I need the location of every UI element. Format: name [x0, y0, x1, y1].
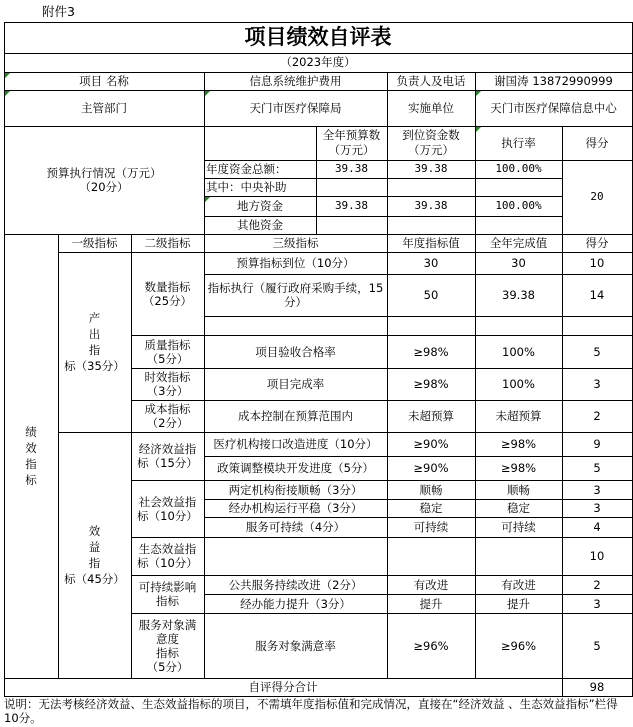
grid-line [204, 594, 633, 595]
grid-line [4, 72, 633, 73]
actual-value: 顺畅 [507, 482, 530, 497]
dept-value: 天门市医疗保障局 [249, 101, 342, 115]
footnote: 说明：无法考核经济效益、生态效益指标的项目，不需填年度指标值和完成情况，直接在“经济效益 、生态效益指标”栏得10分。 [4, 697, 618, 725]
grid-line [316, 126, 317, 235]
grid-line [204, 316, 633, 317]
project-name-value: 信息系统维护费用 [249, 74, 342, 88]
output-char: 指 [88, 343, 101, 357]
l3-label: 两定机构衔接顺畅（3分） [228, 482, 363, 497]
grid-line [4, 90, 633, 91]
grid-line [131, 335, 633, 336]
actual-value: 未超预算 [495, 409, 542, 423]
grid-line [562, 575, 633, 576]
grid-line [131, 575, 563, 576]
target-value: 50 [423, 288, 439, 302]
header-actual: 全年完成值 [489, 236, 548, 250]
grid-line [475, 72, 476, 127]
row-score: 5 [593, 461, 601, 475]
benefit-char: 益 [88, 540, 101, 554]
grid-line [204, 274, 633, 275]
row-score: 5 [593, 638, 601, 653]
grid-line [58, 252, 633, 253]
budget-row-annual: 39.38 [334, 162, 369, 175]
col-arrived-funds: 到位资金数 （万元） [402, 128, 460, 157]
budget-row-annual: 39.38 [334, 199, 369, 212]
performance-indicators-label [4, 234, 58, 678]
unit-label: 实施单位 [408, 101, 454, 115]
row-score: 3 [593, 482, 601, 497]
header-score: 得分 [585, 236, 609, 250]
level2-satisfaction: 服务对象满 意度 指标 （5分） [138, 617, 197, 674]
actual-value: ≥98% [500, 461, 537, 475]
grid-line [131, 368, 633, 369]
l3-label: 政策调整模块开发进度（5分） [217, 461, 374, 475]
grid-line [204, 178, 563, 179]
grid-line [204, 216, 563, 217]
grid-line [131, 480, 633, 481]
level2-quantity: 数量指标 （25分） [142, 279, 193, 308]
contact-label: 负责人及电话 [396, 74, 466, 88]
l3-label: 项目验收合格率 [255, 344, 336, 359]
level2-timeliness: 时效指标 （3分） [144, 370, 191, 398]
actual-value: 100% [502, 377, 535, 391]
dept-label: 主管部门 [81, 101, 127, 115]
grid-line [131, 613, 633, 614]
grid-line [4, 126, 633, 127]
grid-line [204, 126, 205, 235]
benefit-char: 标（45分） [64, 572, 125, 586]
total-score: 98 [589, 680, 605, 694]
budget-row-label: 地方资金 [237, 199, 283, 213]
cell-marker [476, 127, 481, 132]
cell-marker [5, 73, 10, 78]
target-value: ≥98% [413, 377, 449, 391]
target-value: 可持续 [413, 520, 449, 534]
page-title: 项目绩效自评表 [244, 25, 392, 49]
level2-economic: 经济效益指 标（15分） [137, 442, 198, 470]
perf-char: 效 [25, 441, 37, 455]
target-value: 稳定 [419, 501, 443, 515]
grid-line [204, 160, 317, 161]
cell-marker [205, 91, 210, 96]
col-execution-rate: 执行率 [501, 136, 536, 150]
l3-label: 成本控制在预算范围内 [238, 409, 353, 423]
actual-value: 100% [502, 344, 535, 359]
budget-row-rate: 100.00% [495, 199, 542, 212]
cell-marker [5, 91, 10, 96]
target-value: 提升 [419, 596, 443, 611]
grid-line [562, 126, 563, 235]
grid-line [4, 234, 633, 235]
l3-label: 服务对象满意率 [255, 638, 336, 653]
target-value: ≥96% [413, 638, 449, 653]
budget-row-label: 年度资金总额： [206, 162, 287, 176]
actual-value: 稳定 [507, 501, 530, 515]
level2-quality: 质量指标 （5分） [144, 337, 191, 366]
target-value: 顺畅 [419, 482, 443, 497]
row-score: 3 [593, 596, 601, 611]
l3-label: 医疗机构接口改造进度（10分） [213, 437, 378, 451]
target-value: 有改进 [413, 577, 449, 592]
header-target: 年度指标值 [402, 236, 460, 250]
grid-line [58, 234, 59, 679]
level2-social: 社会效益指 标（10分） [137, 494, 198, 523]
row-score: 14 [589, 288, 605, 302]
budget-row-label: 其中：中央补助 [206, 180, 287, 194]
actual-value: 30 [511, 256, 526, 270]
grid-line [387, 72, 388, 127]
row-score: 2 [593, 577, 601, 592]
grid-line [4, 678, 633, 679]
l3-label: 项目完成率 [266, 377, 325, 391]
row-score: 3 [593, 377, 601, 391]
grid-line [58, 432, 633, 433]
budget-row-arrived: 39.38 [414, 199, 448, 212]
actual-value: ≥98% [500, 437, 537, 451]
budget-row-rate: 100.00% [495, 162, 542, 175]
actual-value: 有改进 [501, 577, 536, 592]
grid-line [387, 126, 388, 235]
l3-label: 指标执行（履行政府采购手续，15分） [207, 281, 384, 309]
grid-line [4, 696, 633, 697]
grid-line [131, 537, 633, 538]
year-label: （2023年度） [280, 55, 356, 69]
l3-label: 经办机构运行平稳（3分） [228, 501, 363, 515]
budget-section-label: 预算执行情况（万元） （20分） [46, 166, 162, 194]
header-level1: 一级指标 [71, 236, 118, 250]
output-indicator-label [58, 252, 131, 432]
level2-cost: 成本指标 （2分） [144, 402, 191, 430]
l3-label: 经办能力提升（3分） [240, 596, 351, 611]
level2-ecological: 生态效益指 标（10分） [137, 542, 198, 570]
perf-char: 标 [25, 473, 37, 487]
total-label: 自评得分合计 [248, 680, 318, 694]
output-char: 标（35分） [64, 359, 125, 373]
row-score: 10 [589, 256, 605, 270]
output-char: 产 [88, 311, 101, 325]
benefit-indicator-label [58, 432, 131, 678]
l3-label: 公共服务持续改进（2分） [228, 577, 363, 592]
grid-line [475, 126, 476, 235]
attachment-label: 附件3 [42, 4, 75, 19]
grid-line [204, 499, 633, 500]
actual-value: 提升 [507, 596, 530, 611]
budget-row-label: 其他资金 [237, 218, 283, 232]
row-score: 9 [593, 437, 601, 451]
benefit-char: 指 [88, 556, 101, 570]
grid-line [4, 22, 633, 23]
target-value: 30 [423, 256, 439, 270]
budget-row-arrived: 39.38 [414, 162, 448, 175]
unit-value: 天门市医疗保障信息中心 [490, 101, 617, 115]
level2-sustainable: 可持续影响 指标 [138, 580, 197, 608]
grid-line [562, 234, 563, 697]
row-score: 3 [593, 501, 601, 515]
cell-marker [205, 197, 210, 202]
grid-line [4, 53, 633, 54]
grid-line [204, 196, 563, 197]
grid-line [204, 72, 205, 127]
l3-label: 预算指标到位（10分） [236, 256, 355, 270]
output-char: 出 [88, 327, 101, 341]
l3-label: 服务可持续（4分） [245, 520, 346, 534]
row-score: 2 [593, 409, 601, 423]
grid-line [316, 160, 633, 161]
actual-value: ≥96% [500, 638, 537, 653]
contact-value: 谢国涛 13872990999 [494, 74, 613, 88]
grid-line [131, 400, 633, 401]
target-value: ≥90% [413, 437, 449, 451]
row-score: 10 [589, 549, 605, 563]
benefit-char: 效 [88, 524, 101, 538]
row-score: 4 [593, 520, 601, 534]
perf-char: 绩 [25, 425, 37, 439]
grid-line [4, 22, 5, 697]
actual-value: 可持续 [501, 520, 536, 534]
target-value: 未超预算 [408, 409, 454, 423]
header-level3: 三级指标 [272, 236, 319, 250]
budget-score: 20 [590, 190, 604, 203]
col-budget-score: 得分 [585, 136, 609, 150]
cell-marker [476, 91, 481, 96]
header-level2: 二级指标 [144, 236, 191, 250]
project-name-label: 项目 名称 [79, 74, 129, 88]
actual-value: 39.38 [502, 288, 535, 302]
grid-line [204, 456, 633, 457]
grid-line [204, 517, 633, 518]
row-score: 5 [593, 344, 601, 359]
perf-char: 指 [25, 457, 37, 471]
col-annual-budget: 全年预算数 （万元） [322, 128, 381, 157]
target-value: ≥90% [413, 461, 449, 475]
target-value: ≥98% [413, 344, 449, 359]
